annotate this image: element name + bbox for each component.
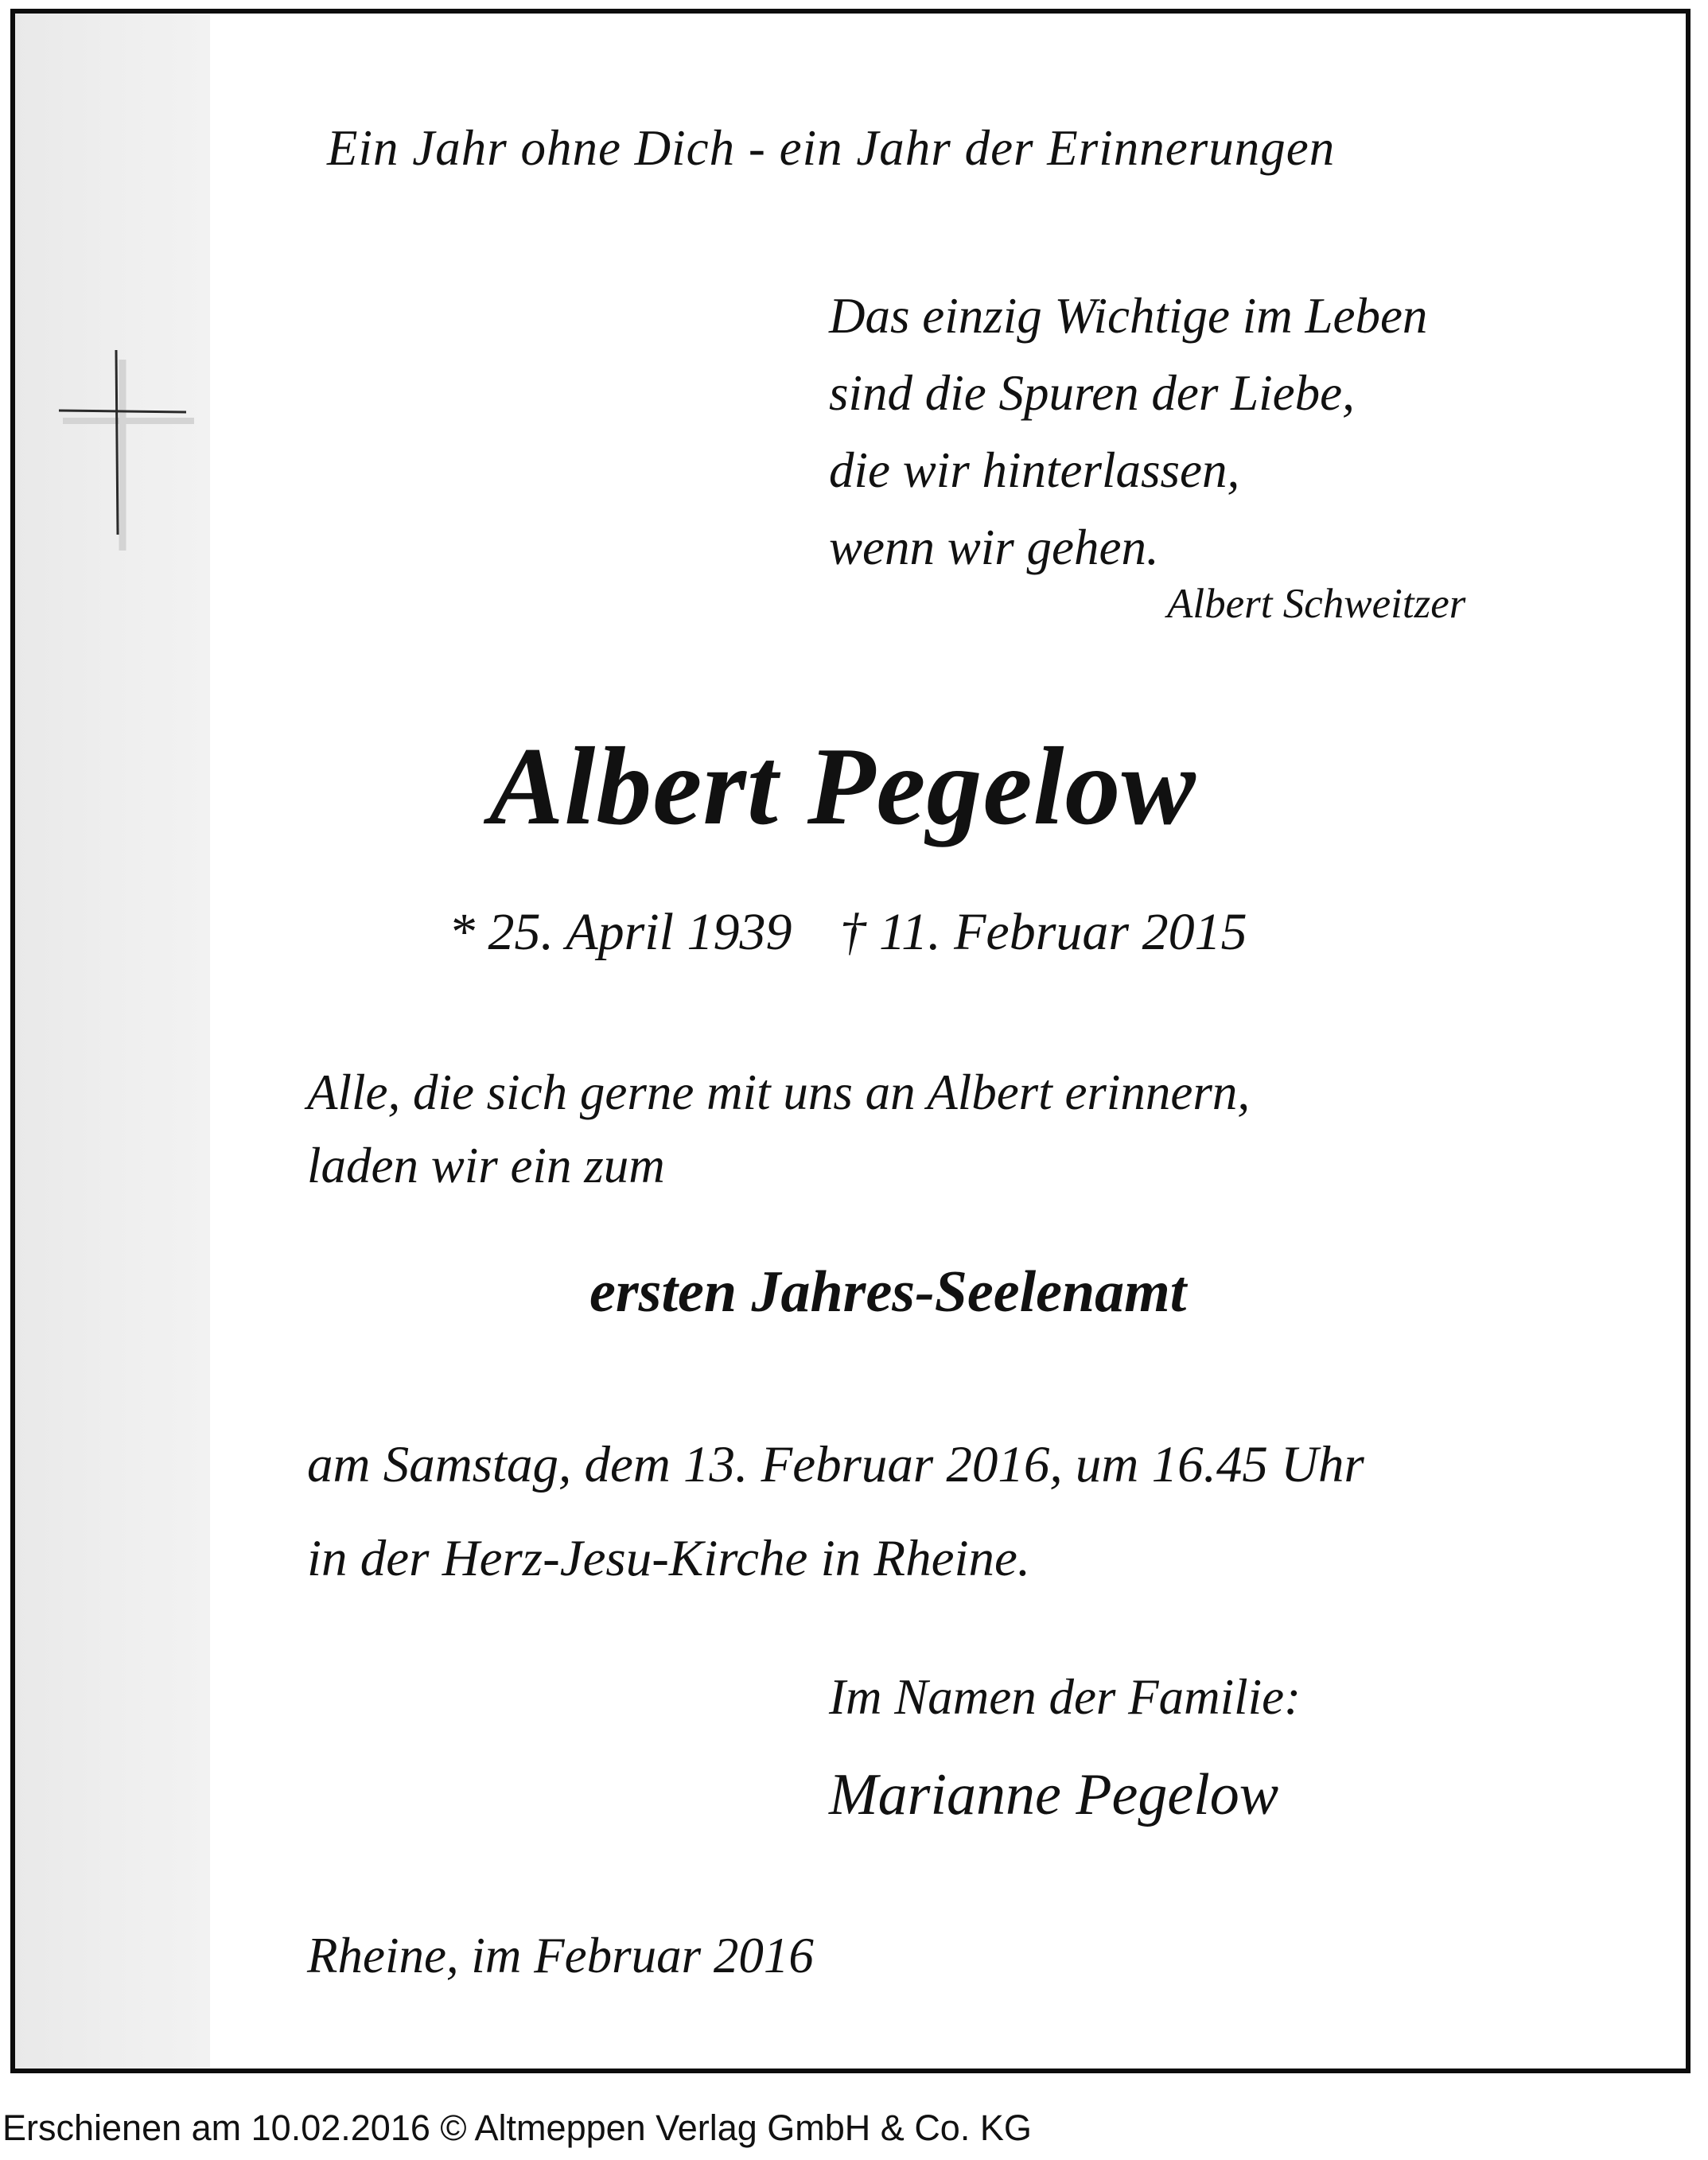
heading-line: Ein Jahr ohne Dich - ein Jahr der Erinnerungen (327, 120, 1336, 176)
event-date-line: am Samstag, dem 13. Februar 2016, um 16.45 Uhr (307, 1436, 1364, 1493)
place-date: Rheine, im Februar 2016 (307, 1928, 814, 1983)
cross-icon (47, 336, 198, 558)
quote-line: die wir hinterlassen, (829, 442, 1240, 498)
notice-frame (10, 9, 1690, 2073)
quote-line: Das einzig Wichtige im Leben (829, 288, 1428, 344)
invitation (307, 1056, 1250, 1202)
invitation-line: Alle, die sich gerne mit uns an Albert erinnern, (307, 1064, 1251, 1120)
event-title: ersten Jahres-Seelenamt (589, 1259, 1187, 1325)
event-location-line: in der Herz-Jesu-Kirche in Rheine. (307, 1530, 1031, 1587)
quote (829, 278, 1427, 586)
side-strip (15, 14, 210, 2069)
signer-name: Marianne Pegelow (829, 1762, 1279, 1827)
publication-footer: Erschienen am 10.02.2016 © Altmeppen Verlag GmbH & Co. KG (2, 2107, 1032, 2148)
life-dates (449, 903, 1247, 961)
quote-line: wenn wir gehen. (829, 520, 1159, 575)
invitation-line: laden wir ein zum (307, 1138, 665, 1193)
event-details (307, 1418, 1364, 1605)
quote-author: Albert Schweitzer (1167, 581, 1466, 627)
quote-line: sind die Spuren der Liebe, (829, 365, 1355, 421)
birth-date: * 25. April 1939 (449, 903, 792, 961)
family-label: Im Namen der Familie: (829, 1669, 1301, 1725)
death-date: † 11. Februar 2015 (839, 903, 1247, 961)
deceased-name: Albert Pegelow (489, 725, 1196, 848)
